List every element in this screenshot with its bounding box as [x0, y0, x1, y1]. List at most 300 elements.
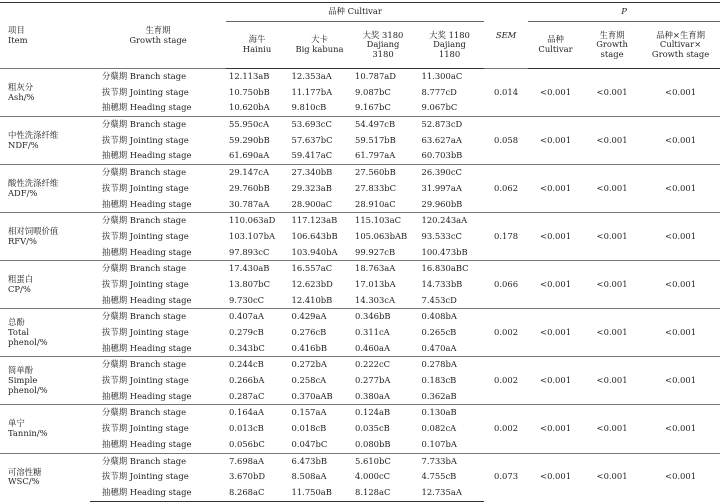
value-cell [288, 245, 351, 261]
value-text: 26.390cC [421, 167, 462, 178]
p-value: <0.001 [528, 309, 583, 357]
item-cn: 粗蛋白 [8, 274, 34, 285]
item-en: NDF/% [8, 139, 39, 150]
value-cell [226, 357, 288, 373]
stage-label: 抽穗期 Heading stage [102, 294, 192, 305]
value-text: 5.610bC [355, 455, 391, 466]
item-label [0, 165, 90, 213]
p-value: <0.001 [583, 405, 641, 453]
value-cell [288, 293, 351, 309]
value-text: 0.287aC [229, 390, 265, 401]
value-cell [226, 213, 288, 229]
value-text: 12.735aA [421, 486, 462, 497]
sem-value: 0.014 [484, 69, 528, 117]
value-cell [415, 453, 484, 469]
value-cell [226, 85, 288, 101]
table-row [0, 405, 720, 421]
p-value: <0.001 [528, 165, 583, 213]
value-text: 27.340bB [291, 167, 333, 178]
p-value: <0.001 [583, 309, 641, 357]
p-col-l1: 品种×生育期 [656, 29, 705, 40]
value-cell [226, 261, 288, 277]
value-cell [351, 85, 415, 101]
value-text: 0.362aB [421, 390, 457, 401]
value-cell [351, 469, 415, 485]
p-col-l1: 品种 [547, 34, 564, 45]
value-text: 9.067bC [421, 102, 458, 113]
value-cell [288, 373, 351, 389]
value-cell [288, 117, 351, 133]
sem-value: 0.002 [484, 405, 528, 453]
value-text: 0.183cB [421, 375, 457, 386]
stage-label: 拔节期 Jointing stage [102, 278, 189, 289]
p-value: <0.001 [583, 453, 641, 501]
value-cell [415, 469, 484, 485]
value-text: 11.177bA [291, 86, 333, 97]
item-cn: 总酚 [8, 317, 25, 328]
stage-label: 抽穗期 Heading stage [90, 485, 226, 501]
value-cell [351, 453, 415, 469]
stage-label: 拔节期 Jointing stage [102, 134, 189, 145]
item-cn: 酸性洗涤纤维 [8, 178, 59, 188]
value-text: 14.733bB [421, 278, 463, 289]
item-cn: 粗灰分 [8, 81, 34, 92]
item-label [0, 453, 90, 501]
value-cell [351, 165, 415, 181]
value-text: 59.517bB [355, 134, 396, 145]
value-cell [415, 229, 484, 245]
value-text: 57.637bC [291, 134, 333, 145]
value-text: 0.244cB [229, 359, 264, 370]
table-row [0, 453, 720, 469]
table-row [0, 261, 720, 277]
value-text: 9.087bC [355, 86, 391, 97]
value-text: 0.470aA [421, 342, 457, 353]
stage-label: 抽穗期 Heading stage [102, 150, 192, 161]
value-text: 0.279cB [229, 327, 264, 338]
value-cell [226, 229, 288, 245]
sem-value: 0.178 [484, 213, 528, 261]
value-text: 12.410bB [291, 294, 333, 305]
p-value: <0.001 [641, 213, 720, 261]
table-row [0, 69, 720, 85]
value-text: 10.620bA [229, 102, 270, 113]
item-cn: 中性洗涤纤维 [8, 129, 59, 140]
value-text: 103.940bA [291, 246, 338, 257]
value-text: 59.290bB [229, 134, 270, 145]
value-text: 7.453cD [421, 294, 457, 305]
value-cell [226, 437, 288, 453]
item-en: ADF/% [8, 187, 38, 198]
value-cell [351, 405, 415, 421]
value-text: 0.277bA [355, 375, 391, 386]
value-text: 0.013cB [229, 423, 264, 434]
value-text: 8.128aC [355, 486, 391, 497]
value-text: 0.124aB [355, 407, 391, 418]
value-text: 55.950cA [229, 119, 270, 130]
value-text: 14.303cA [355, 294, 396, 305]
value-cell [288, 469, 351, 485]
item-en: Ash/% [8, 91, 35, 102]
p-value: <0.001 [583, 165, 641, 213]
value-text: 0.266bA [229, 375, 265, 386]
value-text: 4.755cB [421, 471, 457, 482]
cultivar-cn: 大奖 3180 [362, 29, 404, 40]
value-cell [415, 325, 484, 341]
item-label [0, 117, 90, 165]
value-text: 60.703bB [421, 150, 463, 161]
value-text: 0.258cA [291, 375, 327, 386]
value-cell [288, 485, 351, 501]
item-en: Simple [8, 375, 38, 386]
value-text: 0.035cB [355, 423, 390, 434]
value-cell [351, 309, 415, 325]
value-cell [226, 197, 288, 213]
value-cell [415, 133, 484, 149]
item-en: WSC/% [8, 476, 40, 487]
nutrient-table [0, 2, 720, 502]
sem-value: 0.073 [484, 453, 528, 501]
value-cell [351, 485, 415, 501]
value-text: 31.997aA [421, 182, 462, 193]
value-cell [226, 325, 288, 341]
cultivar-en: Dajiang [366, 39, 400, 50]
p-value: <0.001 [583, 261, 641, 309]
value-text: 0.407aA [229, 311, 265, 322]
sem-value: 0.058 [484, 117, 528, 165]
value-text: 17.430aB [229, 263, 270, 274]
value-text: 0.157aA [291, 407, 327, 418]
table-row [0, 309, 720, 325]
value-text: 3.670bD [229, 471, 266, 482]
table-row [0, 165, 720, 181]
value-text: 53.693cC [291, 119, 332, 130]
item-en: Tannin/% [8, 427, 48, 438]
cultivar-cn: 大奖 1180 [429, 29, 470, 40]
value-cell [226, 485, 288, 501]
value-cell [415, 261, 484, 277]
header-cultivar-dajiang-3180 [351, 22, 415, 69]
value-cell [226, 389, 288, 405]
value-cell [226, 341, 288, 357]
value-text: 61.797aA [355, 150, 396, 161]
value-text: 27.833bC [355, 182, 397, 193]
value-text: 106.643bB [291, 230, 338, 241]
stage-label: 抽穗期 Heading stage [102, 390, 192, 401]
cultivar-cn: 大卡 [311, 34, 328, 45]
stage-label: 分蘖期 Branch stage [90, 69, 226, 85]
value-cell [226, 133, 288, 149]
value-text: 30.787aA [229, 198, 270, 209]
stage-label: 分蘖期 Branch stage [90, 117, 226, 133]
value-text: 9.730cC [229, 294, 265, 305]
header-item-cn: 项目 [8, 24, 25, 35]
p-value: <0.001 [583, 213, 641, 261]
p-value: <0.001 [641, 261, 720, 309]
table-body [0, 69, 720, 502]
value-cell [351, 133, 415, 149]
stage-label: 抽穗期 Heading stage [102, 198, 192, 209]
item-label [0, 309, 90, 357]
p-value: <0.001 [641, 69, 720, 117]
value-text: 0.278bA [421, 359, 457, 370]
header-item [0, 3, 90, 69]
value-text: 29.760bB [229, 182, 270, 193]
value-cell [226, 373, 288, 389]
value-cell [415, 181, 484, 197]
p-value: <0.001 [641, 309, 720, 357]
stage-label: 分蘖期 Branch stage [90, 165, 226, 181]
item-label [0, 261, 90, 309]
value-cell [351, 261, 415, 277]
value-cell [288, 421, 351, 437]
value-cell [351, 69, 415, 85]
value-cell [351, 421, 415, 437]
value-cell [415, 213, 484, 229]
value-text: 7.698aA [229, 455, 265, 466]
stage-label: 分蘖期 Branch stage [90, 405, 226, 421]
sem-value: 0.066 [484, 261, 528, 309]
value-text: 0.343bC [229, 342, 265, 353]
value-cell [288, 357, 351, 373]
value-text: 29.147cA [229, 167, 270, 178]
stage-label: 分蘖期 Branch stage [90, 309, 226, 325]
value-text: 0.276cB [291, 327, 327, 338]
p-col-l1: 生育期 [599, 29, 625, 40]
value-text: 52.873cD [421, 119, 463, 130]
value-cell [415, 341, 484, 357]
cultivar-en2: 3180 [372, 48, 394, 59]
value-cell [351, 341, 415, 357]
table-row [0, 213, 720, 229]
sem-value: 0.002 [484, 357, 528, 405]
p-value: <0.001 [583, 69, 641, 117]
value-cell [226, 181, 288, 197]
item-label [0, 213, 90, 261]
cultivar-en2: 1180 [438, 48, 461, 59]
value-text: 120.243aA [421, 215, 468, 226]
value-text: 0.047bC [291, 438, 328, 449]
value-text: 29.323aB [291, 182, 332, 193]
value-cell [288, 229, 351, 245]
value-cell [288, 405, 351, 421]
value-cell [288, 148, 351, 164]
value-cell [415, 405, 484, 421]
value-cell [288, 261, 351, 277]
value-text: 0.107bA [421, 438, 457, 449]
value-cell [288, 437, 351, 453]
value-text: 28.910aC [355, 198, 396, 209]
value-cell [226, 405, 288, 421]
value-text: 117.123aB [291, 215, 338, 226]
item-cn: 简单酚 [8, 365, 34, 376]
value-cell [226, 453, 288, 469]
item-label [0, 357, 90, 405]
stage-label: 抽穗期 Heading stage [102, 246, 192, 257]
value-text: 9.810cB [291, 102, 327, 113]
value-text: 0.130aB [421, 407, 457, 418]
value-text: 9.167bC [355, 102, 391, 113]
value-cell [415, 293, 484, 309]
value-cell [288, 69, 351, 85]
value-cell [415, 100, 484, 116]
stage-label: 分蘖期 Branch stage [90, 213, 226, 229]
value-text: 0.311cA [355, 327, 390, 338]
value-text: 110.063aD [229, 215, 276, 226]
value-cell [226, 309, 288, 325]
value-cell [351, 197, 415, 213]
value-cell [415, 245, 484, 261]
value-cell [415, 437, 484, 453]
item-label [0, 405, 90, 453]
p-value: <0.001 [528, 357, 583, 405]
stage-label: 拔节期 Jointing stage [102, 230, 189, 241]
value-text: 12.113aB [229, 71, 270, 82]
item-en: Total [8, 327, 30, 338]
header-stage [90, 3, 226, 69]
p-value: <0.001 [528, 261, 583, 309]
value-text: 93.533cC [421, 230, 462, 241]
value-cell [288, 213, 351, 229]
value-cell [415, 389, 484, 405]
item-en2: phenol/% [8, 336, 48, 347]
stage-label: 抽穗期 Heading stage [102, 342, 192, 353]
value-text: 63.627aA [421, 134, 462, 145]
stage-label: 分蘖期 Branch stage [90, 357, 226, 373]
header-cultivar-hainiu [226, 22, 288, 69]
value-text: 12.623bD [291, 278, 333, 289]
header-cultivar-dajiang-1180 [415, 22, 484, 69]
stage-label: 抽穗期 Heading stage [102, 438, 192, 449]
value-text: 0.408bA [421, 311, 457, 322]
value-text: 0.082cA [421, 423, 457, 434]
header-sem: SEM [484, 3, 528, 69]
item-en: CP/% [8, 283, 31, 294]
value-cell [226, 421, 288, 437]
value-text: 27.560bB [355, 167, 396, 178]
value-cell [351, 100, 415, 116]
value-text: 29.960bB [421, 198, 463, 209]
value-text: 13.807bC [229, 278, 271, 289]
value-cell [351, 357, 415, 373]
stage-label: 拔节期 Jointing stage [102, 182, 189, 193]
value-text: 100.473bB [421, 246, 468, 257]
value-text: 0.380aA [355, 390, 391, 401]
value-cell [415, 421, 484, 437]
value-text: 28.900aC [291, 198, 333, 209]
value-cell [288, 197, 351, 213]
value-text: 97.893cC [229, 246, 270, 257]
header-cultivar-group: 品种 Cultivar [226, 3, 484, 22]
value-cell [226, 277, 288, 293]
table-row [0, 357, 720, 373]
value-text: 0.346bB [355, 311, 391, 322]
value-text: 16.830aBC [421, 263, 469, 274]
value-text: 0.416bB [291, 342, 327, 353]
value-cell [351, 437, 415, 453]
value-cell [288, 341, 351, 357]
value-text: 0.080bB [355, 438, 391, 449]
value-text: 11.300aC [421, 71, 463, 82]
p-value: <0.001 [528, 117, 583, 165]
p-value: <0.001 [641, 165, 720, 213]
p-value: <0.001 [641, 357, 720, 405]
value-cell [288, 181, 351, 197]
item-label [0, 69, 90, 117]
value-cell [415, 277, 484, 293]
p-value: <0.001 [641, 453, 720, 501]
value-cell [415, 197, 484, 213]
value-cell [351, 325, 415, 341]
value-text: 0.429aA [291, 311, 327, 322]
header-p-cultivar [528, 22, 583, 69]
value-cell [415, 485, 484, 501]
value-text: 115.103aC [355, 215, 402, 226]
value-cell [415, 357, 484, 373]
value-cell [351, 245, 415, 261]
header-stage-en: Growth stage [129, 34, 187, 45]
value-text: 17.013bA [355, 278, 396, 289]
value-text: 16.557aC [291, 263, 333, 274]
value-text: 0.164aA [229, 407, 265, 418]
value-cell [288, 309, 351, 325]
value-text: 0.018cB [291, 423, 327, 434]
value-cell [415, 309, 484, 325]
value-text: 0.056bC [229, 438, 265, 449]
value-cell [351, 148, 415, 164]
stage-label: 分蘖期 Branch stage [90, 261, 226, 277]
value-cell [415, 165, 484, 181]
value-cell [226, 245, 288, 261]
p-value: <0.001 [641, 405, 720, 453]
stage-label: 拔节期 Jointing stage [102, 423, 189, 434]
value-text: 10.750bB [229, 86, 270, 97]
stage-label: 抽穗期 Heading stage [102, 102, 192, 113]
value-cell [226, 100, 288, 116]
value-cell [288, 389, 351, 405]
value-text: 10.787aD [355, 71, 397, 82]
value-cell [226, 293, 288, 309]
value-cell [288, 165, 351, 181]
header-stage-cn: 生育期 [145, 24, 171, 35]
table-row [0, 117, 720, 133]
value-text: 8.508aA [291, 471, 327, 482]
value-text: 4.000cC [355, 471, 391, 482]
header-p-interaction [641, 22, 720, 69]
header-cultivar-big-kabuna [288, 22, 351, 69]
value-cell [288, 133, 351, 149]
value-text: 59.417aC [291, 150, 333, 161]
p-value: <0.001 [641, 117, 720, 165]
value-cell [351, 373, 415, 389]
p-value: <0.001 [583, 357, 641, 405]
p-value: <0.001 [583, 117, 641, 165]
value-text: 7.733bA [421, 455, 457, 466]
value-cell [226, 148, 288, 164]
value-cell [351, 229, 415, 245]
p-value: <0.001 [528, 213, 583, 261]
value-cell [226, 117, 288, 133]
item-cn: 相对饲喂价值 [8, 226, 59, 237]
value-text: 0.460aA [355, 342, 391, 353]
value-cell [351, 293, 415, 309]
value-cell [351, 117, 415, 133]
value-text: 0.272bA [291, 359, 327, 370]
cultivar-cn: 海牛 [248, 34, 266, 45]
value-text: 105.063bAB [355, 230, 408, 241]
p-col-l2: Growth [596, 39, 628, 50]
cultivar-en: Big kabuna [295, 44, 344, 54]
